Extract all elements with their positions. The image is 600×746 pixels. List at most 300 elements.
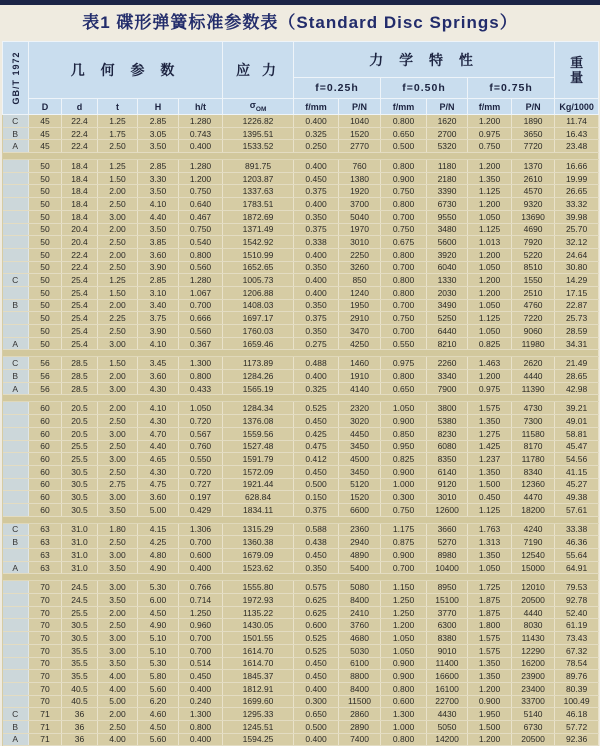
value-cell: 6730 <box>512 720 555 733</box>
value-cell: 0.650 <box>294 708 339 721</box>
value-cell: 28.65 <box>555 370 599 383</box>
table-row <box>3 465 599 478</box>
value-cell: 49.38 <box>555 491 599 504</box>
value-cell: 1.50 <box>98 286 138 299</box>
value-cell: 45.47 <box>555 440 599 453</box>
series-class-cell: A <box>3 733 29 746</box>
value-cell: 1510.99 <box>223 248 294 261</box>
value-cell: 3.50 <box>98 594 138 607</box>
value-cell: 22700 <box>427 695 468 708</box>
value-cell: 0.300 <box>381 491 427 504</box>
value-cell: 2.50 <box>98 261 138 274</box>
value-cell: 0.350 <box>294 325 339 338</box>
value-cell: 0.960 <box>179 619 223 632</box>
value-cell: 1.050 <box>468 210 512 223</box>
value-cell: 3260 <box>339 261 381 274</box>
value-cell: 3.60 <box>138 248 179 261</box>
series-class-cell <box>3 160 29 173</box>
series-class-cell <box>3 491 29 504</box>
value-cell: 1.280 <box>179 160 223 173</box>
value-cell: 100.49 <box>555 695 599 708</box>
series-class-cell: C <box>3 274 29 287</box>
table-row <box>3 427 599 440</box>
value-cell: 3490 <box>427 299 468 312</box>
value-cell: 0.375 <box>294 223 339 236</box>
value-cell: 22.4 <box>62 115 98 128</box>
value-cell: 0.400 <box>294 682 339 695</box>
value-cell: 1.200 <box>468 286 512 299</box>
value-cell: 1.000 <box>381 720 427 733</box>
value-cell: 1.350 <box>468 172 512 185</box>
value-cell: 0.560 <box>179 325 223 338</box>
value-cell: 0.400 <box>179 682 223 695</box>
value-cell: 1.425 <box>468 440 512 453</box>
value-cell: 1.200 <box>468 160 512 173</box>
series-class-cell <box>3 594 29 607</box>
value-cell: 1679.09 <box>223 549 294 562</box>
value-cell: 628.84 <box>223 491 294 504</box>
table-row <box>3 115 599 128</box>
value-cell: 0.750 <box>381 223 427 236</box>
value-cell: 0.450 <box>294 657 339 670</box>
value-cell: 11980 <box>512 337 555 350</box>
value-cell: 1527.48 <box>223 440 294 453</box>
value-cell: 7720 <box>512 140 555 153</box>
value-cell: 1.300 <box>381 708 427 721</box>
value-cell: 2.50 <box>98 198 138 211</box>
value-cell: 1542.92 <box>223 236 294 249</box>
value-cell: 4.00 <box>98 670 138 683</box>
value-cell: 1337.63 <box>223 185 294 198</box>
value-cell: 0.450 <box>294 172 339 185</box>
value-cell: 4.90 <box>138 561 179 574</box>
value-cell: 0.640 <box>179 198 223 211</box>
value-cell: 1659.46 <box>223 337 294 350</box>
value-cell: 24.5 <box>62 594 98 607</box>
value-cell: 2.00 <box>98 248 138 261</box>
value-cell: 0.800 <box>179 370 223 383</box>
value-cell: 8510 <box>512 261 555 274</box>
value-cell: 4.00 <box>98 733 138 746</box>
value-cell: 3700 <box>339 198 381 211</box>
value-cell: 0.800 <box>381 160 427 173</box>
value-cell: 20.5 <box>62 402 98 415</box>
series-class-cell <box>3 695 29 708</box>
value-cell: 30.5 <box>62 619 98 632</box>
table-row <box>3 274 599 287</box>
value-cell: 8230 <box>427 427 468 440</box>
value-cell: 20.5 <box>62 427 98 440</box>
value-cell: 19.99 <box>555 172 599 185</box>
disc-spring-table <box>2 41 599 746</box>
value-cell: 1920 <box>339 185 381 198</box>
table-row <box>3 299 599 312</box>
table-row <box>3 210 599 223</box>
value-cell: 1614.70 <box>223 644 294 657</box>
value-cell: 8380 <box>427 632 468 645</box>
value-cell: 2.50 <box>98 140 138 153</box>
value-cell: 39.98 <box>555 210 599 223</box>
value-cell: 0.825 <box>468 337 512 350</box>
value-cell: 1.200 <box>468 370 512 383</box>
table-row <box>3 670 599 683</box>
value-cell: 0.750 <box>179 223 223 236</box>
value-cell: 3.00 <box>98 210 138 223</box>
series-class-cell <box>3 427 29 440</box>
value-cell: 49.01 <box>555 415 599 428</box>
value-cell: 1572.09 <box>223 465 294 478</box>
table-row <box>3 160 599 173</box>
value-cell: 0.700 <box>381 261 427 274</box>
value-cell: 28.5 <box>62 382 98 395</box>
table-row <box>3 695 599 708</box>
value-cell: 1.050 <box>468 261 512 274</box>
value-cell: 26.65 <box>555 185 599 198</box>
value-cell: 36 <box>62 733 98 746</box>
value-cell: 24.64 <box>555 248 599 261</box>
value-cell: 4.40 <box>138 210 179 223</box>
value-cell: 60 <box>29 491 62 504</box>
value-cell: 25.70 <box>555 223 599 236</box>
value-cell: 1203.87 <box>223 172 294 185</box>
separator-cell <box>3 574 599 581</box>
value-cell: 0.375 <box>294 503 339 516</box>
value-cell: 1.280 <box>179 115 223 128</box>
series-class-cell: C <box>3 523 29 536</box>
value-cell: 50 <box>29 223 62 236</box>
value-cell: 5320 <box>427 140 468 153</box>
value-cell: 16.66 <box>555 160 599 173</box>
value-cell: 1.000 <box>381 478 427 491</box>
value-cell: 52.40 <box>555 606 599 619</box>
series-class-cell <box>3 210 29 223</box>
value-cell: 1180 <box>427 160 468 173</box>
value-cell: 1.350 <box>468 657 512 670</box>
separator-cell <box>3 395 599 402</box>
value-cell: 5270 <box>427 536 468 549</box>
value-cell: 12360 <box>512 478 555 491</box>
series-class-cell: B <box>3 299 29 312</box>
value-cell: 1.250 <box>179 606 223 619</box>
value-cell: 92.36 <box>555 733 599 746</box>
value-cell: 54.56 <box>555 453 599 466</box>
value-cell: 5040 <box>339 210 381 223</box>
value-cell: 3.75 <box>138 312 179 325</box>
mechanical-header: 力 学 特 性 <box>294 42 555 78</box>
standard-label: GB/T 1972 <box>11 51 21 105</box>
value-cell: 3.05 <box>138 127 179 140</box>
value-cell: 3.10 <box>138 286 179 299</box>
value-cell: 56 <box>29 370 62 383</box>
value-cell: 2320 <box>339 402 381 415</box>
value-cell: 1.250 <box>381 606 427 619</box>
value-cell: 25.4 <box>62 286 98 299</box>
value-cell: 3010 <box>427 491 468 504</box>
value-cell: 3.90 <box>138 325 179 338</box>
value-cell: 0.400 <box>294 286 339 299</box>
value-cell: 9550 <box>427 210 468 223</box>
value-cell: 0.525 <box>294 644 339 657</box>
value-cell: 3470 <box>339 325 381 338</box>
value-cell: 25.5 <box>62 453 98 466</box>
value-cell: 60 <box>29 427 62 440</box>
value-cell: 0.350 <box>294 561 339 574</box>
value-cell: 4140 <box>339 382 381 395</box>
value-cell: 12290 <box>512 644 555 657</box>
value-cell: 40.5 <box>62 682 98 695</box>
col-header-weight: Kg/1000 <box>555 99 599 115</box>
value-cell: 14.29 <box>555 274 599 287</box>
value-cell: 31.0 <box>62 549 98 562</box>
table-row <box>3 453 599 466</box>
value-cell: 3.60 <box>138 370 179 383</box>
value-cell: 0.700 <box>179 644 223 657</box>
table-row <box>3 261 599 274</box>
value-cell: 3.50 <box>98 561 138 574</box>
value-cell: 3.40 <box>138 299 179 312</box>
table-row <box>3 286 599 299</box>
value-cell: 0.575 <box>294 581 339 594</box>
value-cell: 0.666 <box>179 312 223 325</box>
value-cell: 3.60 <box>138 491 179 504</box>
value-cell: 2.00 <box>98 185 138 198</box>
value-cell: 0.567 <box>179 427 223 440</box>
value-cell: 5.00 <box>98 695 138 708</box>
col-header-t: t <box>98 99 138 115</box>
value-cell: 60 <box>29 415 62 428</box>
value-cell: 0.250 <box>294 140 339 153</box>
value-cell: 1.25 <box>98 274 138 287</box>
value-cell: 1970 <box>339 223 381 236</box>
value-cell: 1040 <box>339 115 381 128</box>
value-cell: 5140 <box>512 708 555 721</box>
value-cell: 1173.89 <box>223 357 294 370</box>
col-header-p075: P/N <box>512 99 555 115</box>
value-cell: 3010 <box>339 236 381 249</box>
value-cell: 9120 <box>427 478 468 491</box>
value-cell: 2910 <box>339 312 381 325</box>
value-cell: 1.200 <box>468 733 512 746</box>
value-cell: 0.650 <box>381 382 427 395</box>
table-row <box>3 172 599 185</box>
value-cell: 0.500 <box>381 140 427 153</box>
value-cell: 0.375 <box>294 185 339 198</box>
value-cell: 3.00 <box>98 549 138 562</box>
value-cell: 1.350 <box>468 549 512 562</box>
value-cell: 70 <box>29 644 62 657</box>
value-cell: 1315.29 <box>223 523 294 536</box>
value-cell: 0.450 <box>294 465 339 478</box>
series-class-cell: B <box>3 370 29 383</box>
weight-line1: 重 <box>570 55 584 70</box>
separator-cell <box>3 350 599 357</box>
value-cell: 0.750 <box>179 185 223 198</box>
value-cell: 1.200 <box>179 172 223 185</box>
value-cell: 2770 <box>339 140 381 153</box>
value-cell: 16.43 <box>555 127 599 140</box>
value-cell: 0.450 <box>294 415 339 428</box>
value-cell: 2610 <box>512 172 555 185</box>
value-cell: 1.350 <box>468 415 512 428</box>
value-cell: 7220 <box>512 312 555 325</box>
value-cell: 3.00 <box>98 632 138 645</box>
value-cell: 63 <box>29 549 62 562</box>
value-cell: 0.727 <box>179 478 223 491</box>
value-cell: 1.306 <box>179 523 223 536</box>
value-cell: 3.00 <box>98 427 138 440</box>
value-cell: 2.75 <box>98 478 138 491</box>
value-cell: 1950 <box>339 299 381 312</box>
value-cell: 70 <box>29 619 62 632</box>
value-cell: 50 <box>29 185 62 198</box>
value-cell: 30.80 <box>555 261 599 274</box>
value-cell: 2.25 <box>98 312 138 325</box>
series-class-cell: C <box>3 115 29 128</box>
value-cell: 50 <box>29 337 62 350</box>
value-cell: 5.60 <box>138 733 179 746</box>
col-header-H: H <box>138 99 179 115</box>
stress-header: 应 力 <box>223 42 294 99</box>
value-cell: 1408.03 <box>223 299 294 312</box>
value-cell: 4.65 <box>138 453 179 466</box>
table-row <box>3 478 599 491</box>
table-row <box>3 127 599 140</box>
value-cell: 1284.26 <box>223 370 294 383</box>
value-cell: 50 <box>29 325 62 338</box>
value-cell: 0.675 <box>381 236 427 249</box>
value-cell: 3.50 <box>138 140 179 153</box>
value-cell: 1.125 <box>468 223 512 236</box>
value-cell: 0.300 <box>294 695 339 708</box>
table-row <box>3 682 599 695</box>
value-cell: 1533.52 <box>223 140 294 153</box>
value-cell: 11580 <box>512 427 555 440</box>
value-cell: 42.98 <box>555 382 599 395</box>
value-cell: 12540 <box>512 549 555 562</box>
value-cell: 1550 <box>512 274 555 287</box>
series-class-cell <box>3 453 29 466</box>
series-class-cell: B <box>3 127 29 140</box>
value-cell: 60 <box>29 465 62 478</box>
value-cell: 56 <box>29 357 62 370</box>
series-class-cell <box>3 261 29 274</box>
value-cell: 0.600 <box>179 549 223 562</box>
value-cell: 13690 <box>512 210 555 223</box>
value-cell: 18.4 <box>62 198 98 211</box>
value-cell: 2940 <box>339 536 381 549</box>
value-cell: 2180 <box>427 172 468 185</box>
value-cell: 2.50 <box>98 325 138 338</box>
value-cell: 1.50 <box>98 357 138 370</box>
value-cell: 1.25 <box>98 115 138 128</box>
value-cell: 0.367 <box>179 337 223 350</box>
value-cell: 0.800 <box>381 286 427 299</box>
value-cell: 8350 <box>427 453 468 466</box>
value-cell: 16200 <box>512 657 555 670</box>
value-cell: 0.743 <box>179 127 223 140</box>
value-cell: 1.125 <box>468 503 512 516</box>
value-cell: 1.463 <box>468 357 512 370</box>
value-cell: 3.00 <box>98 644 138 657</box>
value-cell: 7190 <box>512 536 555 549</box>
value-cell: 1.013 <box>468 236 512 249</box>
value-cell: 4.70 <box>138 427 179 440</box>
value-cell: 0.600 <box>294 619 339 632</box>
value-cell: 25.4 <box>62 337 98 350</box>
value-cell: 8210 <box>427 337 468 350</box>
value-cell: 11430 <box>512 632 555 645</box>
value-cell: 2.50 <box>98 720 138 733</box>
value-cell: 78.54 <box>555 657 599 670</box>
value-cell: 0.766 <box>179 581 223 594</box>
value-cell: 39.21 <box>555 402 599 415</box>
value-cell: 3.85 <box>138 236 179 249</box>
value-cell: 4.30 <box>138 382 179 395</box>
value-cell: 70 <box>29 682 62 695</box>
value-cell: 2.00 <box>98 708 138 721</box>
value-cell: 25.4 <box>62 274 98 287</box>
value-cell: 891.75 <box>223 160 294 173</box>
value-cell: 0.750 <box>381 185 427 198</box>
value-cell: 1.200 <box>468 274 512 287</box>
value-cell: 1523.62 <box>223 561 294 574</box>
value-cell: 4.10 <box>138 337 179 350</box>
value-cell: 61.19 <box>555 619 599 632</box>
table-row <box>3 325 599 338</box>
value-cell: 1652.65 <box>223 261 294 274</box>
value-cell: 7900 <box>427 382 468 395</box>
value-cell: 3020 <box>339 415 381 428</box>
value-cell: 1760.03 <box>223 325 294 338</box>
value-cell: 4.00 <box>98 682 138 695</box>
value-cell: 80.39 <box>555 682 599 695</box>
value-cell: 4.80 <box>138 549 179 562</box>
value-cell: 70 <box>29 581 62 594</box>
value-cell: 22.87 <box>555 299 599 312</box>
deflection-075-header: f=0.75h <box>468 78 555 99</box>
value-cell: 0.375 <box>294 312 339 325</box>
value-cell: 16600 <box>427 670 468 683</box>
value-cell: 70 <box>29 606 62 619</box>
value-cell: 0.240 <box>179 695 223 708</box>
table-row <box>3 312 599 325</box>
value-cell: 23900 <box>512 670 555 683</box>
separator-cell <box>3 516 599 523</box>
series-class-cell <box>3 606 29 619</box>
value-cell: 0.450 <box>294 549 339 562</box>
value-cell: 3.50 <box>98 657 138 670</box>
value-cell: 25.5 <box>62 606 98 619</box>
value-cell: 3800 <box>427 402 468 415</box>
value-cell: 4470 <box>512 491 555 504</box>
value-cell: 28.5 <box>62 357 98 370</box>
group-separator <box>3 153 599 160</box>
table-row <box>3 657 599 670</box>
table-row <box>3 632 599 645</box>
value-cell: 50 <box>29 312 62 325</box>
value-cell: 1594.25 <box>223 733 294 746</box>
value-cell: 67.32 <box>555 644 599 657</box>
series-class-cell <box>3 478 29 491</box>
value-cell: 2.50 <box>98 619 138 632</box>
value-cell: 89.76 <box>555 670 599 683</box>
value-cell: 1501.55 <box>223 632 294 645</box>
value-cell: 6.20 <box>138 695 179 708</box>
value-cell: 7400 <box>339 733 381 746</box>
table-row <box>3 581 599 594</box>
value-cell: 0.325 <box>294 127 339 140</box>
value-cell: 45 <box>29 140 62 153</box>
